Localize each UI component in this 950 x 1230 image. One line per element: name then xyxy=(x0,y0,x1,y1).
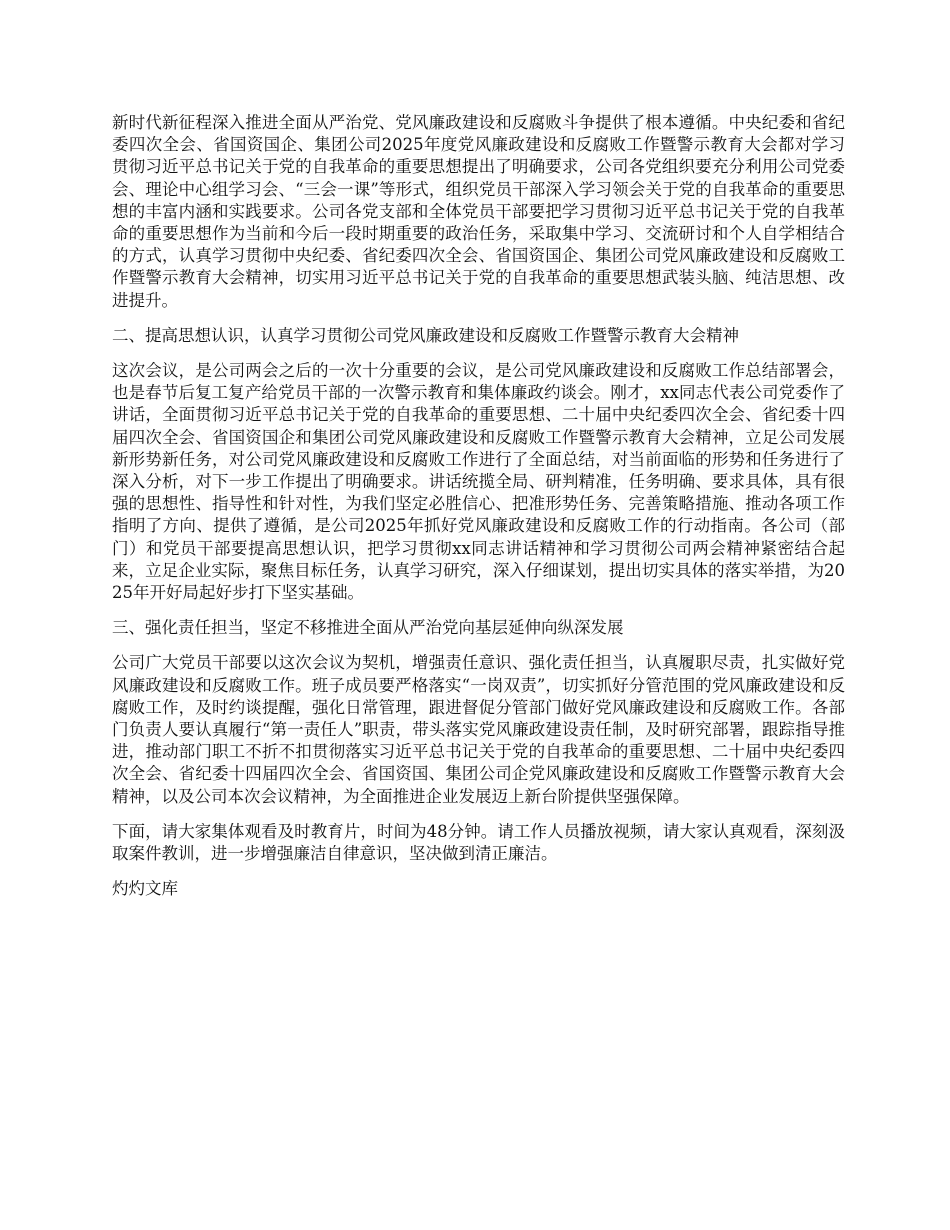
body-paragraph-3: 公司广大党员干部要以这次会议为契机，增强责任意识、强化责任担当，认真履职尽责，扎实做好党风廉政建设和反腐败工作。班子成员要严格落实“一岗双责”，切实抓好分管范围的党风廉政建设和反腐败工作，及时约谈提醒，强化日常管理，跟进督促分管部门做好党风廉政建设和反腐败工作。各部门负责人要认真履行“第一责任人”职责，带头落实党风廉政建设责任制，及时研究部署，跟踪指导推进，推动部门职工不折不扣贯彻落实习近平总书记关于党的自我革命的重要思想、二十届中央纪委四次全会、省纪委十四届四次全会、省国资国、集团公司企党风廉政建设和反腐败工作暨警示教育大会精神，以及公司本次会议精神，为全面推进企业发展迈上新台阶提供坚强保障。 xyxy=(112,653,845,806)
document-page xyxy=(112,112,845,901)
body-paragraph-1: 新时代新征程深入推进全面从严治党、党风廉政建设和反腐败斗争提供了根本遵循。中央纪委和省纪委四次全会、省国资国企、集团公司2025年度党风廉政建设和反腐败工作暨警示教育大会都对学习贯彻习近平总书记关于党的自我革命的重要思想提出了明确要求，公司各党组织要充分利用公司党委会、理论中心组学习会、“三会一课”等形式，组织党员干部深入学习领会关于党的自我革命的重要思想的丰富内涵和实践要求。公司各党支部和全体党员干部要把学习贯彻习近平总书记关于党的自我革命的重要思想作为当前和今后一段时期重要的政治任务，采取集中学习、交流研讨和个人自学相结合的方式，认真学习贯彻中央纪委、省纪委四次全会、省国资国企、集团公司党风廉政建设和反腐败工作暨警示教育大会精神，切实用习近平总书记关于党的自我革命的重要思想武装头脑、纯洁思想、改进提升。 xyxy=(112,113,845,310)
body-paragraph-2: 这次会议，是公司两会之后的一次十分重要的会议，是公司党风廉政建设和反腐败工作总结部署会，也是春节后复工复产给党员干部的一次警示教育和集体廉政约谈会。刚才，xx同志代表公司党委作了讲话，全面贯彻习近平总书记关于党的自我革命的重要思想、二十届中央纪委四次全会、省纪委十四届四次全会、省国资国企和集团公司党风廉政建设和反腐败工作暨警示教育大会精神，立足公司发展新形势新任务，对公司党风廉政建设和反腐败工作进行了全面总结，对当前面临的形势和任务进行了深入分析，对下一步工作提出了明确要求。讲话统揽全局、研判精准，任务明确、要求具体，具有很强的思想性、指导性和针对性，为我们坚定必胜信心、把准形势任务、完善策略措施、推动各项工作指明了方向、提供了遵循，是公司2025年抓好党风廉政建设和反腐败工作的行动指南。各公司（部门）和党员干部要提高思想认识，把学习贯彻xx同志讲话精神和学习贯彻公司两会精神紧密结合起来，立足企业实际，聚焦目标任务，认真学习研究，深入仔细谋划，提出切实具体的落实举措，为2025年开好局起好步打下坚实基础。 xyxy=(112,361,845,603)
body-paragraph-4: 下面，请大家集体观看及时教育片，时间为48分钟。请工作人员播放视频，请大家认真观看，深刻汲取案件教训，进一步增强廉洁自律意识，坚决做到清正廉洁。 xyxy=(112,821,845,864)
source-footer: 灼灼文库 xyxy=(112,879,178,899)
section-heading-3: 三、强化责任担当，坚定不移推进全面从严治党向基层延伸向纵深发展 xyxy=(112,618,624,638)
section-heading-2: 二、提高思想认识，认真学习贯彻公司党风廉政建设和反腐败工作暨警示教育大会精神 xyxy=(112,325,739,345)
